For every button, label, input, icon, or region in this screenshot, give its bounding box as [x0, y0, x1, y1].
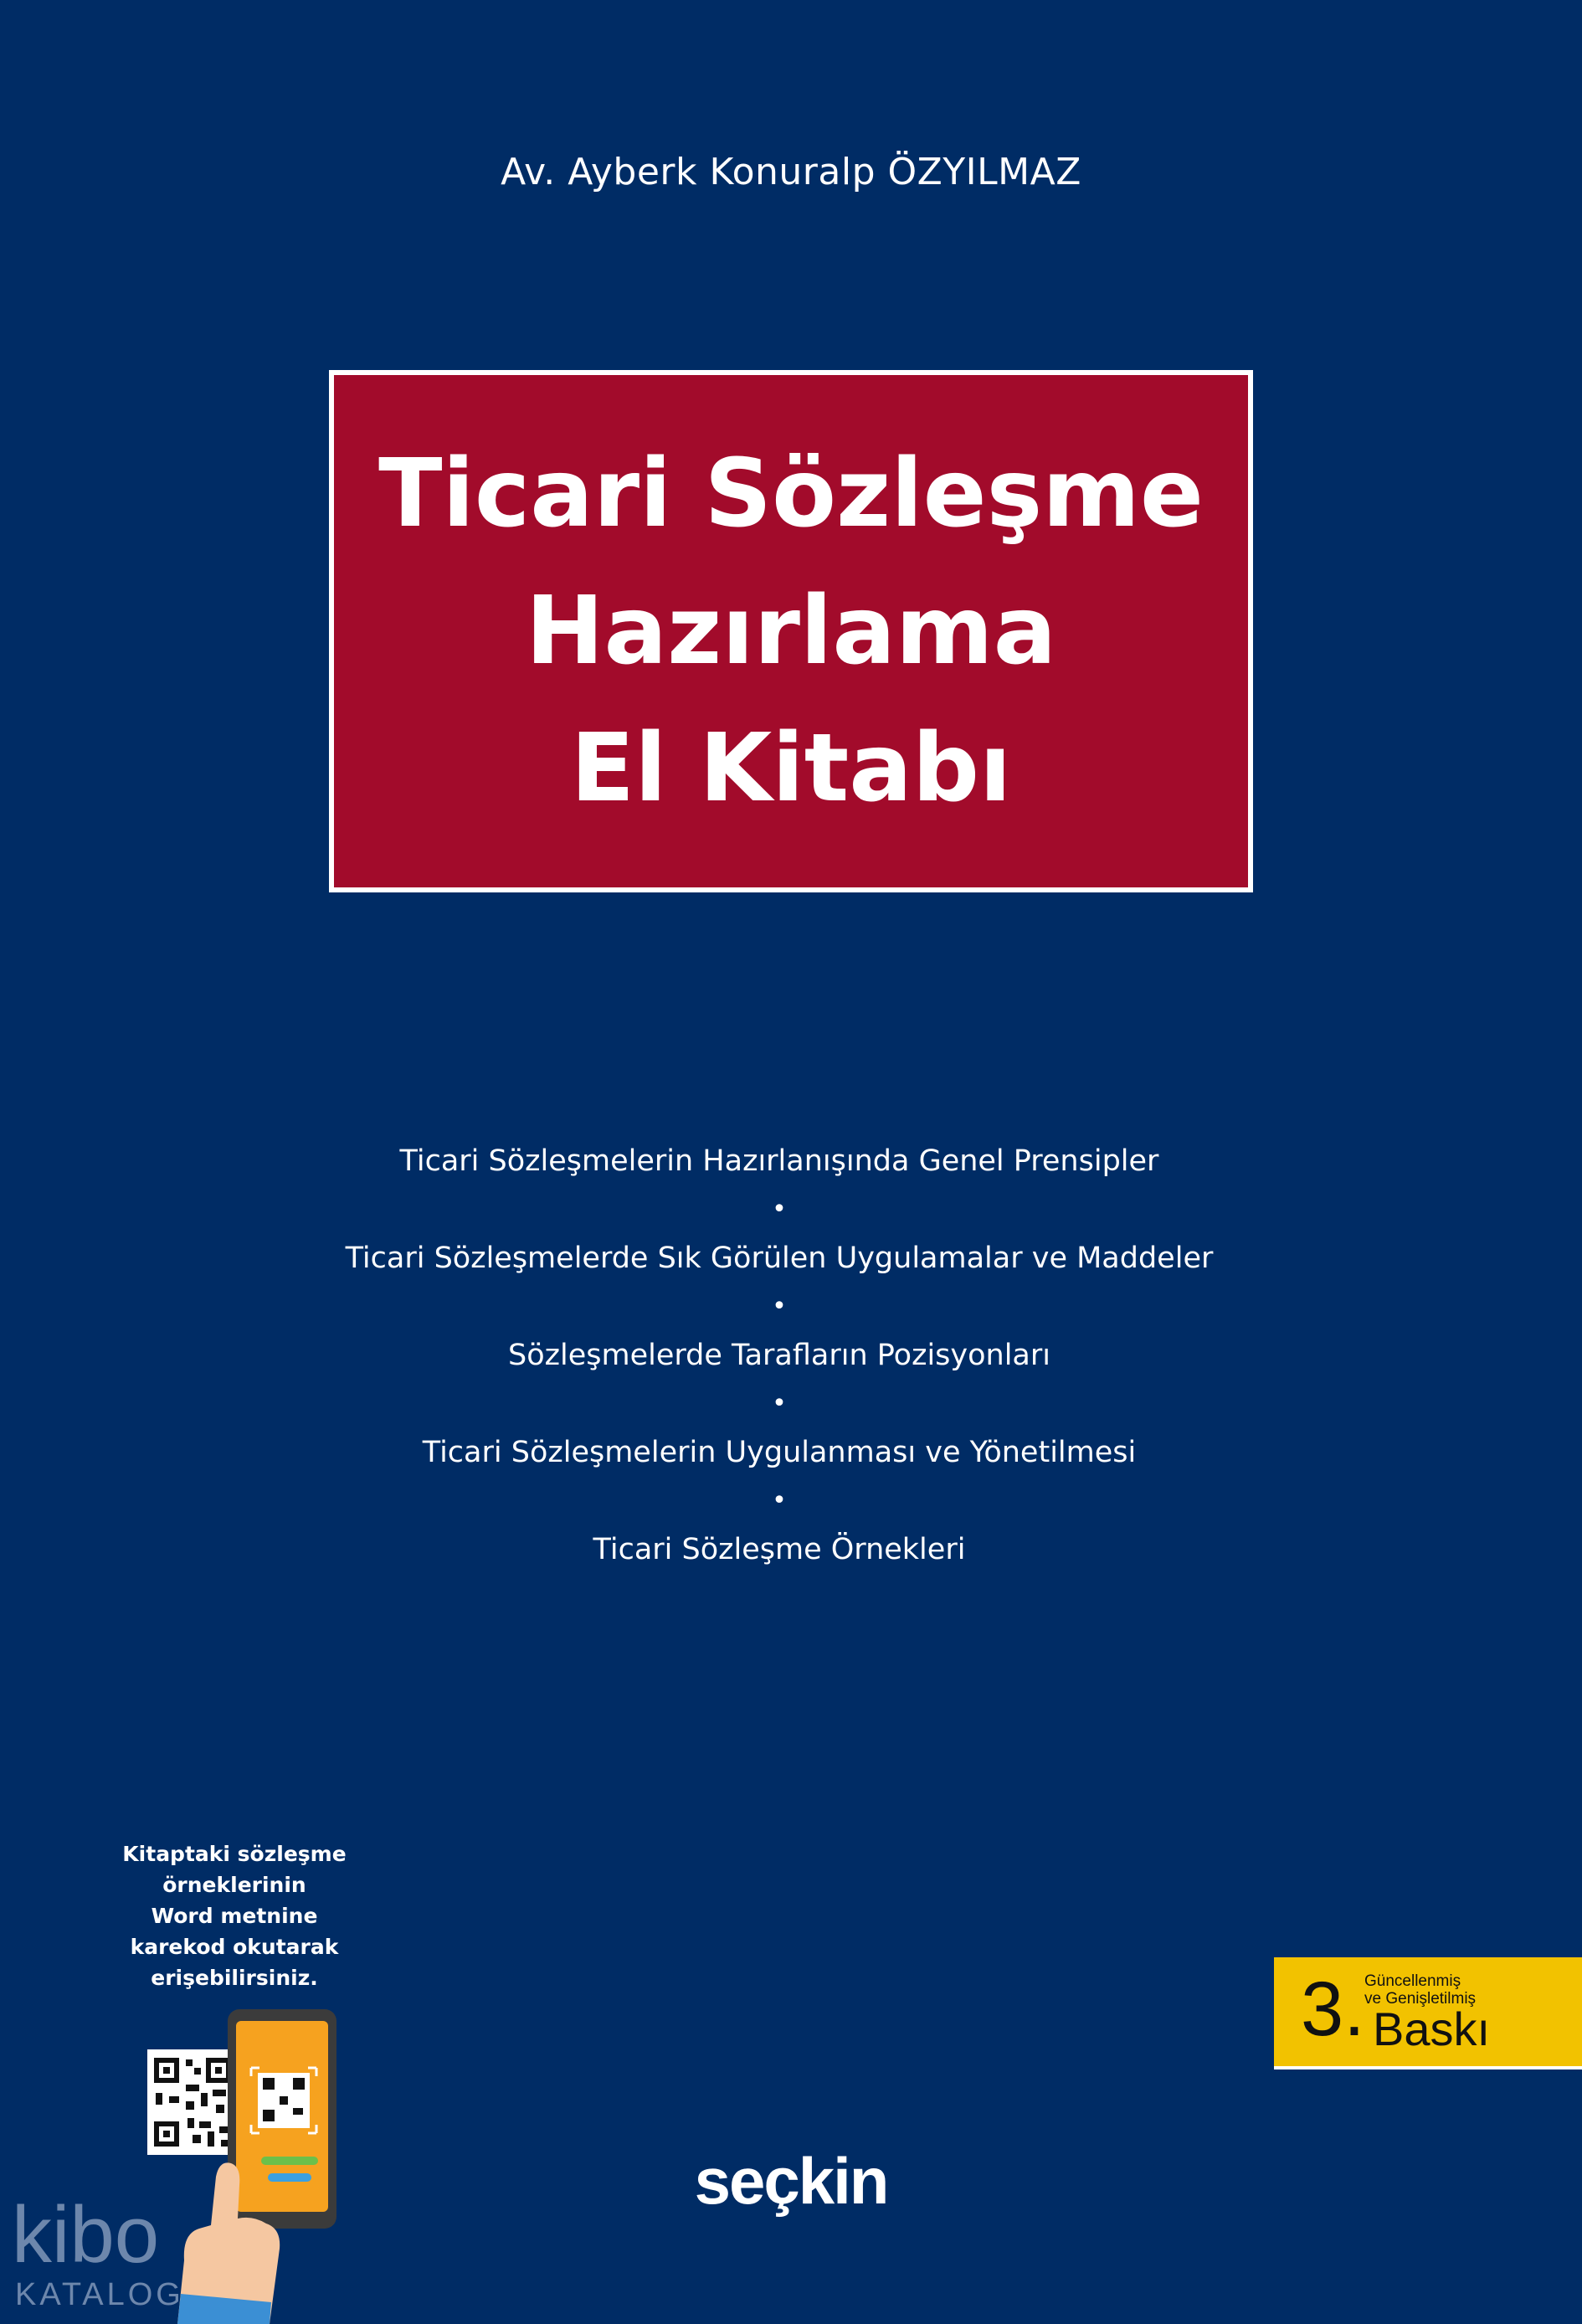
topics-list: [0, 1137, 1559, 1574]
title-line-3: El Kitabı: [570, 714, 1012, 823]
qr-note-line: Kitaptaki sözleşme: [122, 1842, 347, 1866]
topic-item: Ticari Sözleşmelerin Hazırlanışında Genel Prensipler: [399, 1144, 1159, 1178]
qr-note-line: erişebilirsiniz.: [151, 1966, 318, 1990]
topic-item: Ticari Sözleşme Örnekleri: [593, 1533, 966, 1566]
author-name: Av. Ayberk Konuralp ÖZYILMAZ: [501, 151, 1081, 193]
topic-item: Ticari Sözleşmelerin Uygulanması ve Yönetilmesi: [422, 1436, 1137, 1469]
topic-item: Ticari Sözleşmelerde Sık Görülen Uygulamalar ve Maddeler: [345, 1242, 1214, 1275]
watermark-logo-text: kibo: [12, 2190, 160, 2280]
watermark-sub-text: KATALOG: [15, 2277, 184, 2312]
edition-subtitle-line: Güncellenmiş: [1364, 1972, 1461, 1990]
edition-badge: [1274, 1957, 1582, 2069]
qr-note-line: karekod okutarak: [130, 1935, 339, 1959]
topic-separator: •: [772, 1486, 787, 1515]
topic-separator: •: [772, 1389, 787, 1418]
qr-note: [109, 1838, 360, 1993]
edition-number: 3.: [1301, 1967, 1365, 2052]
topic-item: Sözleşmelerde Tarafların Pozisyonları: [507, 1339, 1050, 1372]
publisher-logo: seçkin: [694, 2144, 888, 2218]
edition-subtitle-line: ve Genişletilmiş: [1364, 1990, 1477, 2008]
title-line-1: Ticari Sözleşme: [378, 440, 1204, 548]
title-line-2: Hazırlama: [525, 577, 1057, 686]
topic-separator: •: [772, 1292, 787, 1321]
topic-separator: •: [772, 1195, 787, 1224]
title-box: [329, 370, 1253, 892]
edition-word: Baskı: [1373, 2003, 1491, 2055]
qr-note-line: Word metnine: [151, 1904, 318, 1928]
watermark-logo: [12, 2190, 213, 2319]
qr-note-line: örneklerinin: [162, 1873, 306, 1897]
